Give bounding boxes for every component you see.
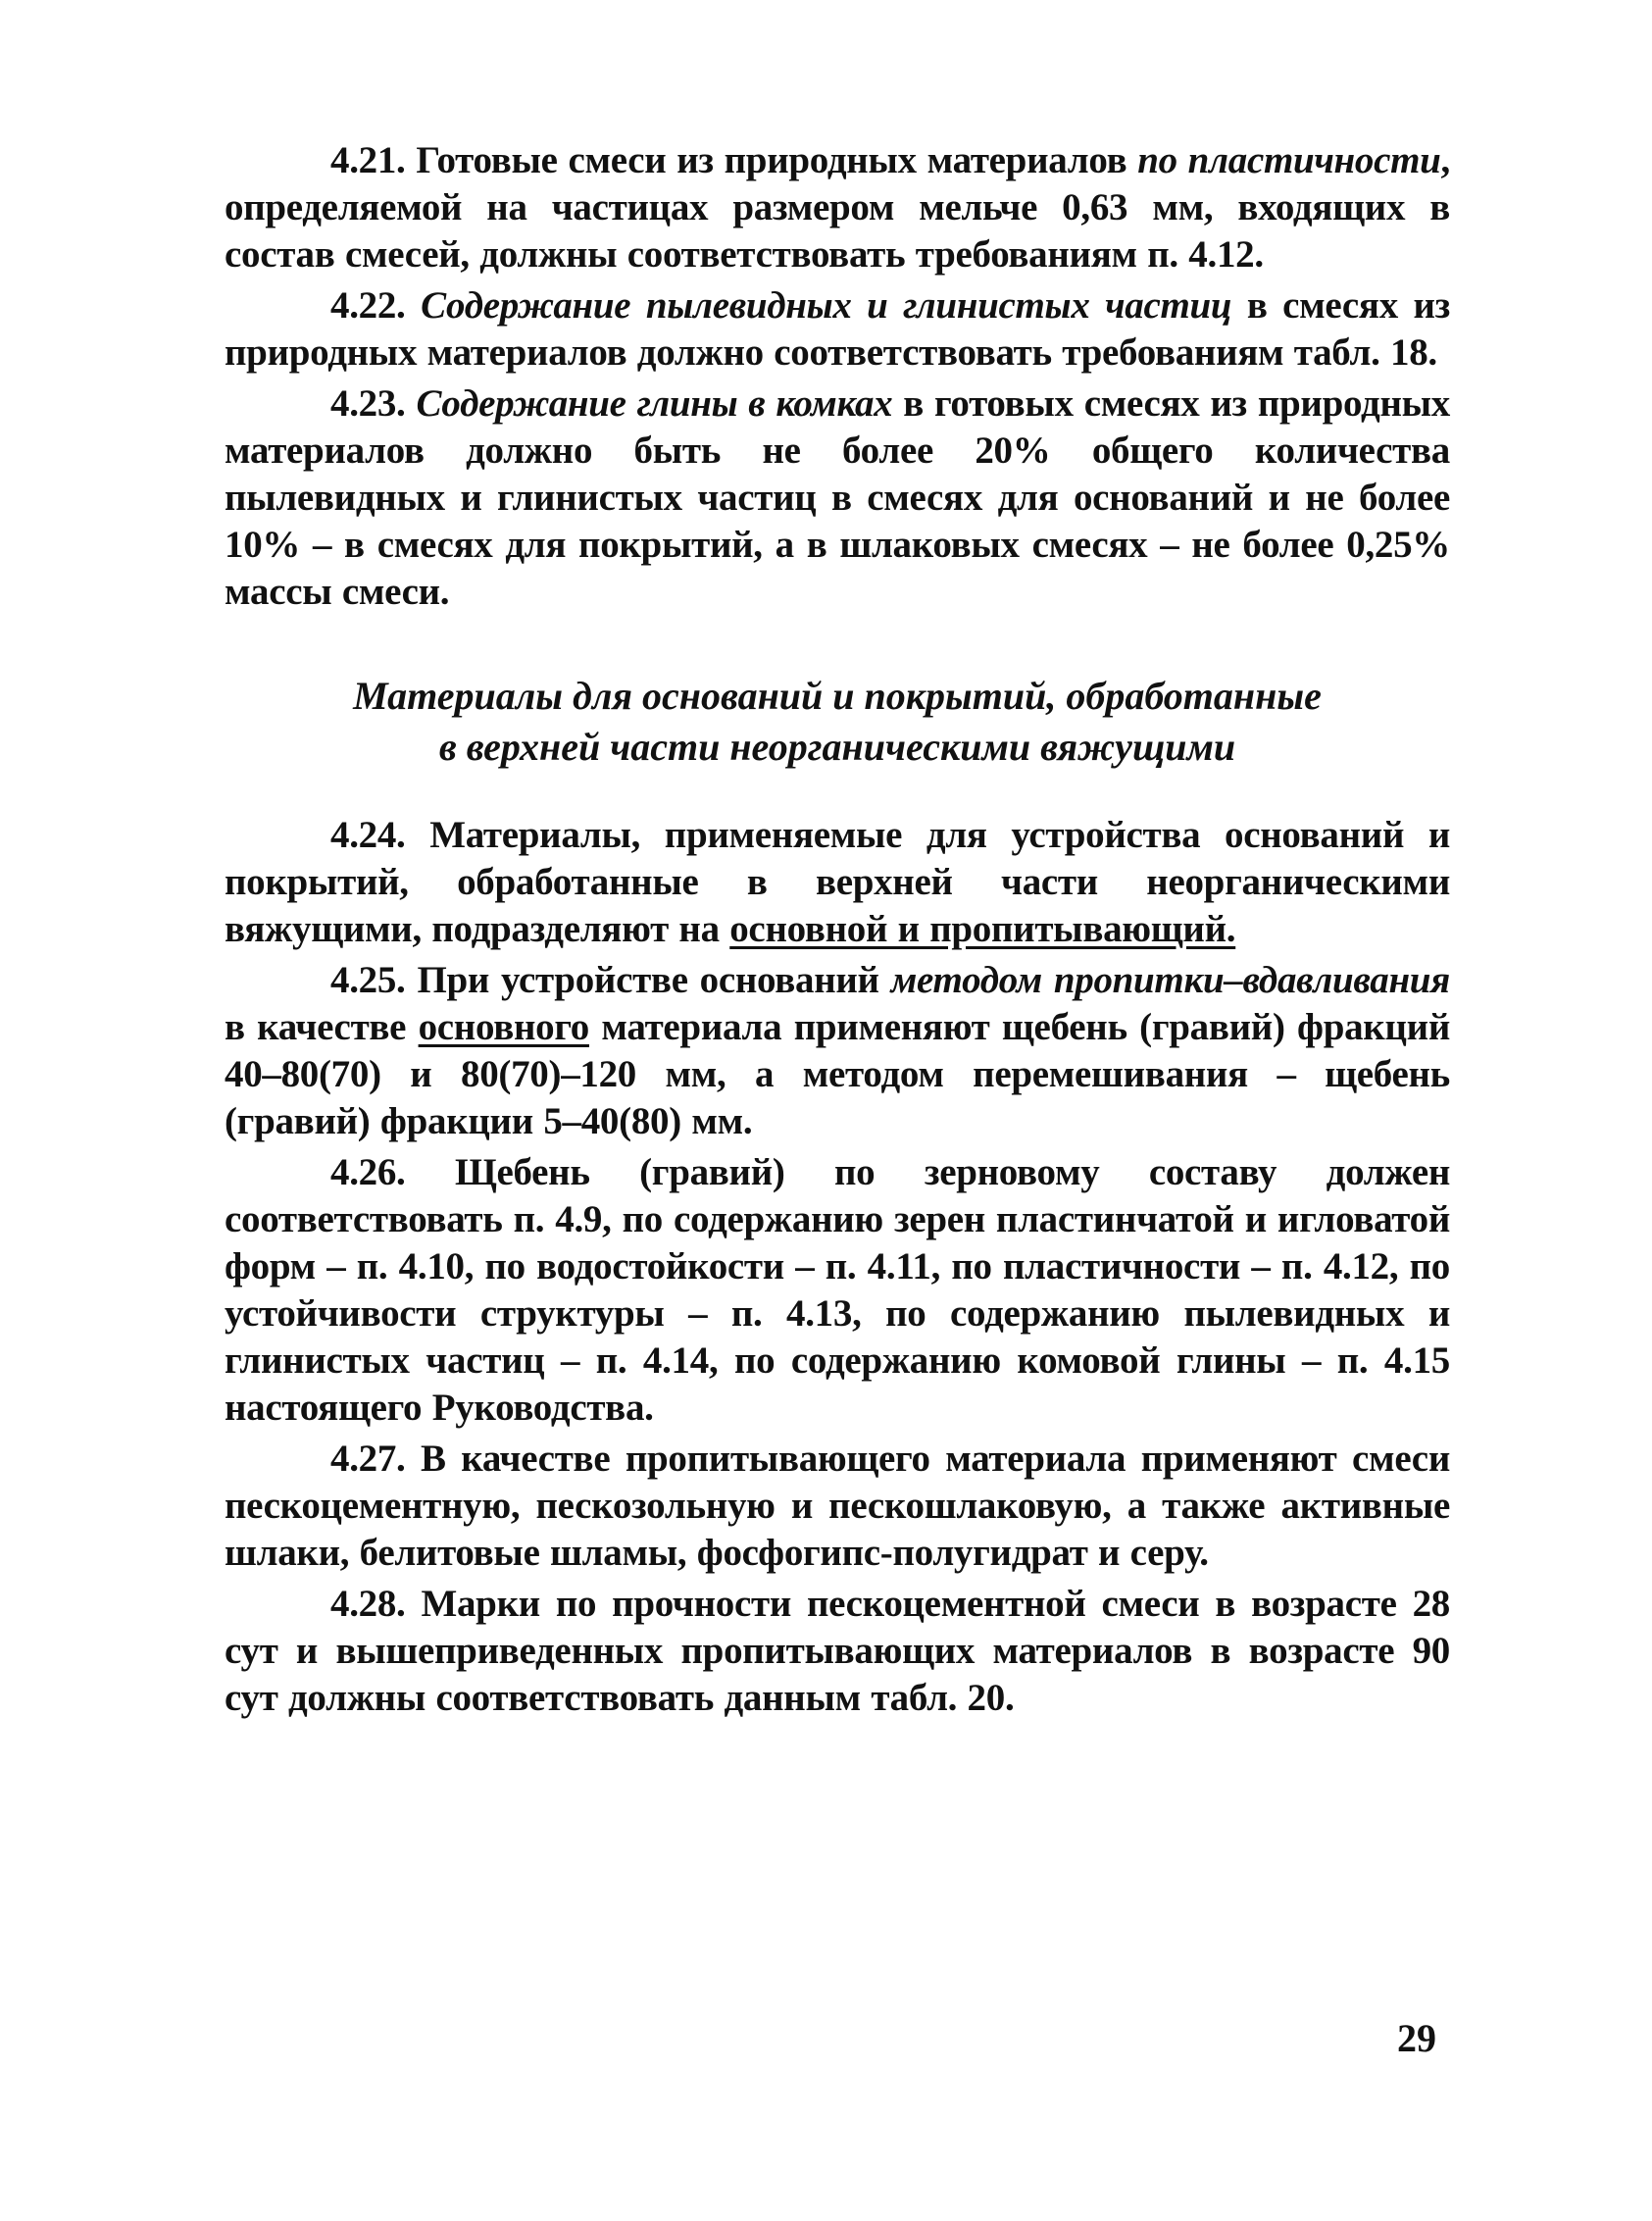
paragraph-4-21: [225, 137, 1450, 278]
underlined-text: основной и пропитывающий.: [729, 908, 1236, 950]
section-heading-line-2: в верхней части неорганическими вяжущими: [438, 725, 1236, 769]
italic-term: Содержание глины в комках: [416, 382, 893, 425]
paragraph-text: Марки по прочности пескоцементной смеси в возрасте 28 сут и вышеприведенных пропитывающих материалов в возрасте 90 сут должны соответствовать данным табл. 20.: [225, 1583, 1450, 1719]
paragraph-4-23: [225, 380, 1450, 616]
paragraph-text: [406, 284, 422, 327]
italic-term: по пластичности: [1137, 139, 1441, 181]
paragraph-number: 4.22.: [330, 284, 406, 327]
paragraph-number: 4.28.: [330, 1583, 406, 1625]
paragraph-text: в смесях из природных материалов должно соответствовать требованиям табл. 18.: [225, 284, 1451, 374]
paragraph-4-26: [225, 1149, 1450, 1432]
paragraph-text: В качестве пропитывающего материала применяют смеси пескоцементную, пескозольную и пескошлаковую, а также активные шлаки, белитовые шламы, фосфогипс-полугидрат и серу.: [225, 1438, 1450, 1574]
paragraph-number: 4.24.: [330, 814, 406, 856]
paragraph-text: , определяемой на частицах размером мельче 0,63 мм, входящих в состав смесей, должны соответствовать требованиям п. 4.12.: [225, 139, 1450, 276]
paragraph-text: в готовых смесях из природных материалов должно быть не более 20% общего количества пылевидных и глинистых частиц в смесях для оснований и не более 10% – в смесях для покрытий, а в шлаковых смесях – не более 0,25% массы смеси.: [225, 382, 1450, 613]
paragraph-text: материала применяют щебень (гравий) фракций 40–80(70) и 80(70)–120 мм, а методом перемешивания – щебень (гравий) фракции 5–40(80) мм.: [225, 1006, 1450, 1142]
paragraph-number: 4.25.: [330, 959, 406, 1001]
page-number: 29: [1397, 2016, 1436, 2060]
paragraph-text: При устройстве оснований: [405, 959, 891, 1001]
section-heading-line-1: Материалы для оснований и покрытий, обработанные: [353, 674, 1322, 718]
paragraph-number: 4.23.: [330, 382, 406, 425]
paragraph-group-bottom: [225, 812, 1450, 1722]
paragraph-group-top: [225, 137, 1450, 616]
paragraph-number: 4.26.: [330, 1151, 406, 1193]
paragraph-4-25: [225, 957, 1450, 1145]
paragraph-4-28: [225, 1581, 1450, 1722]
paragraph-number: 4.27.: [330, 1438, 406, 1480]
document-page: [225, 137, 1450, 1722]
paragraph-text: Материалы, применяемые для устройства оснований и покрытий, обработанные в верхней части неорганическими вяжущими, подразделяют на: [225, 814, 1450, 950]
underlined-text: основного: [418, 1006, 589, 1048]
paragraph-4-22: [225, 282, 1450, 377]
italic-term: Содержание пылевидных и глинистых частиц: [421, 284, 1232, 327]
paragraph-number: 4.21.: [330, 139, 406, 181]
paragraph-4-27: [225, 1436, 1450, 1577]
paragraph-text: Щебень (гравий) по зерновому составу должен соответствовать п. 4.9, по содержанию зерен пластинчатой и игловатой форм – п. 4.10, по водостойкости – п. 4.11, по пластичности – п. 4.12, по устойчивости структуры – п. 4.13, по содержанию пылевидных и глинистых частиц – п. 4.14, по содержанию комовой глины – п. 4.15 настоящего Руководства.: [225, 1151, 1450, 1429]
paragraph-text: Готовые смеси из природных материалов: [405, 139, 1138, 181]
paragraph-text: в качестве: [225, 1006, 419, 1048]
paragraph-text: [406, 382, 417, 425]
paragraph-4-24: [225, 812, 1450, 953]
section-heading: [225, 671, 1450, 773]
italic-term: методом пропитки–вдавливания: [890, 959, 1450, 1001]
